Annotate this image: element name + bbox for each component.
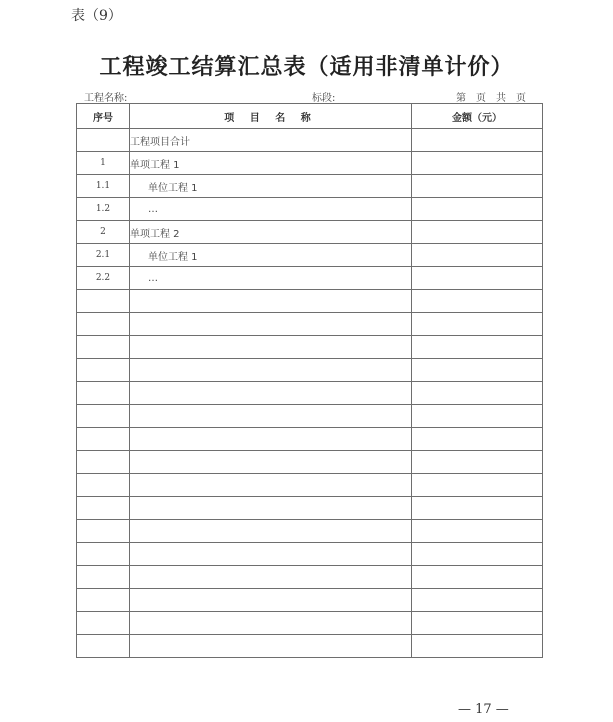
row-item-name <box>130 336 412 359</box>
page-info-gong: 共 <box>496 93 506 104</box>
row-seq <box>77 497 130 520</box>
table-row <box>77 612 543 635</box>
summary-table <box>76 103 543 658</box>
document-title: 工程竣工结算汇总表（适用非清单计价） <box>99 55 514 80</box>
table-row <box>77 336 543 359</box>
row-amount <box>412 198 543 221</box>
row-seq <box>77 451 130 474</box>
table-row <box>77 313 543 336</box>
row-amount <box>412 290 543 313</box>
row-amount <box>412 175 543 198</box>
row-seq: 2 <box>77 221 130 244</box>
row-amount <box>412 451 543 474</box>
row-seq <box>77 543 130 566</box>
row-seq <box>77 428 130 451</box>
row-amount <box>412 428 543 451</box>
row-amount <box>412 382 543 405</box>
row-amount <box>412 474 543 497</box>
table-row <box>77 152 543 175</box>
table-row <box>77 543 543 566</box>
page-number: — 17 — <box>458 702 509 717</box>
row-amount <box>412 405 543 428</box>
row-item-name: 单位工程 1 <box>130 175 412 198</box>
column-header-item-name: 项 目 名 称 <box>130 104 412 129</box>
table-row <box>77 359 543 382</box>
table-row <box>77 451 543 474</box>
form-label: 表（9） <box>71 8 122 24</box>
table-row <box>77 589 543 612</box>
row-seq <box>77 129 130 152</box>
row-seq <box>77 382 130 405</box>
table-row <box>77 221 543 244</box>
row-amount <box>412 497 543 520</box>
row-item-name <box>130 566 412 589</box>
column-header-amount: 金额（元） <box>412 104 543 129</box>
row-seq <box>77 336 130 359</box>
row-item-name <box>130 497 412 520</box>
page-info-ye-total: 页 <box>516 93 526 104</box>
row-amount <box>412 313 543 336</box>
row-seq <box>77 474 130 497</box>
row-item-name <box>130 428 412 451</box>
row-seq <box>77 612 130 635</box>
table-header-row <box>77 104 543 129</box>
row-item-name: … <box>130 267 412 290</box>
row-item-name: 单项工程 1 <box>130 152 412 175</box>
column-header-seq: 序号 <box>77 104 130 129</box>
row-amount <box>412 267 543 290</box>
row-item-name <box>130 313 412 336</box>
row-item-name: 单位工程 1 <box>130 244 412 267</box>
table-row <box>77 129 543 152</box>
row-seq <box>77 566 130 589</box>
row-amount <box>412 612 543 635</box>
row-item-name <box>130 290 412 313</box>
row-item-name <box>130 359 412 382</box>
row-amount <box>412 336 543 359</box>
row-item-name <box>130 520 412 543</box>
table-body <box>77 129 543 658</box>
row-item-name <box>130 474 412 497</box>
row-amount <box>412 359 543 382</box>
row-item-name <box>130 635 412 658</box>
row-amount <box>412 635 543 658</box>
table-row <box>77 520 543 543</box>
row-seq: 1.1 <box>77 175 130 198</box>
table-row <box>77 382 543 405</box>
row-amount <box>412 566 543 589</box>
row-seq <box>77 359 130 382</box>
row-amount <box>412 520 543 543</box>
row-amount <box>412 221 543 244</box>
page-info-ye: 页 <box>476 93 486 104</box>
row-amount <box>412 589 543 612</box>
row-item-name <box>130 451 412 474</box>
row-item-name <box>130 543 412 566</box>
row-seq <box>77 635 130 658</box>
section-label: 标段: <box>312 93 336 104</box>
row-amount <box>412 244 543 267</box>
table-row <box>77 474 543 497</box>
row-seq <box>77 313 130 336</box>
row-seq: 1.2 <box>77 198 130 221</box>
row-seq <box>77 589 130 612</box>
table-row <box>77 198 543 221</box>
row-item-name: … <box>130 198 412 221</box>
table-row <box>77 566 543 589</box>
table-row <box>77 267 543 290</box>
row-item-name <box>130 589 412 612</box>
row-seq <box>77 405 130 428</box>
row-seq <box>77 290 130 313</box>
page-info <box>456 89 536 104</box>
row-amount <box>412 152 543 175</box>
table-row <box>77 497 543 520</box>
page-info-di: 第 <box>456 93 466 104</box>
table-row <box>77 290 543 313</box>
row-seq: 2.1 <box>77 244 130 267</box>
row-item-name <box>130 382 412 405</box>
row-item-name <box>130 612 412 635</box>
table-row <box>77 175 543 198</box>
row-item-name: 单项工程 2 <box>130 221 412 244</box>
table-row <box>77 428 543 451</box>
table-row <box>77 244 543 267</box>
table-row <box>77 405 543 428</box>
row-amount <box>412 543 543 566</box>
row-item-name: 工程项目合计 <box>130 129 412 152</box>
row-amount <box>412 129 543 152</box>
row-item-name <box>130 405 412 428</box>
row-seq: 1 <box>77 152 130 175</box>
project-name-label: 工程名称: <box>84 93 128 104</box>
table-row <box>77 635 543 658</box>
row-seq: 2.2 <box>77 267 130 290</box>
row-seq <box>77 520 130 543</box>
